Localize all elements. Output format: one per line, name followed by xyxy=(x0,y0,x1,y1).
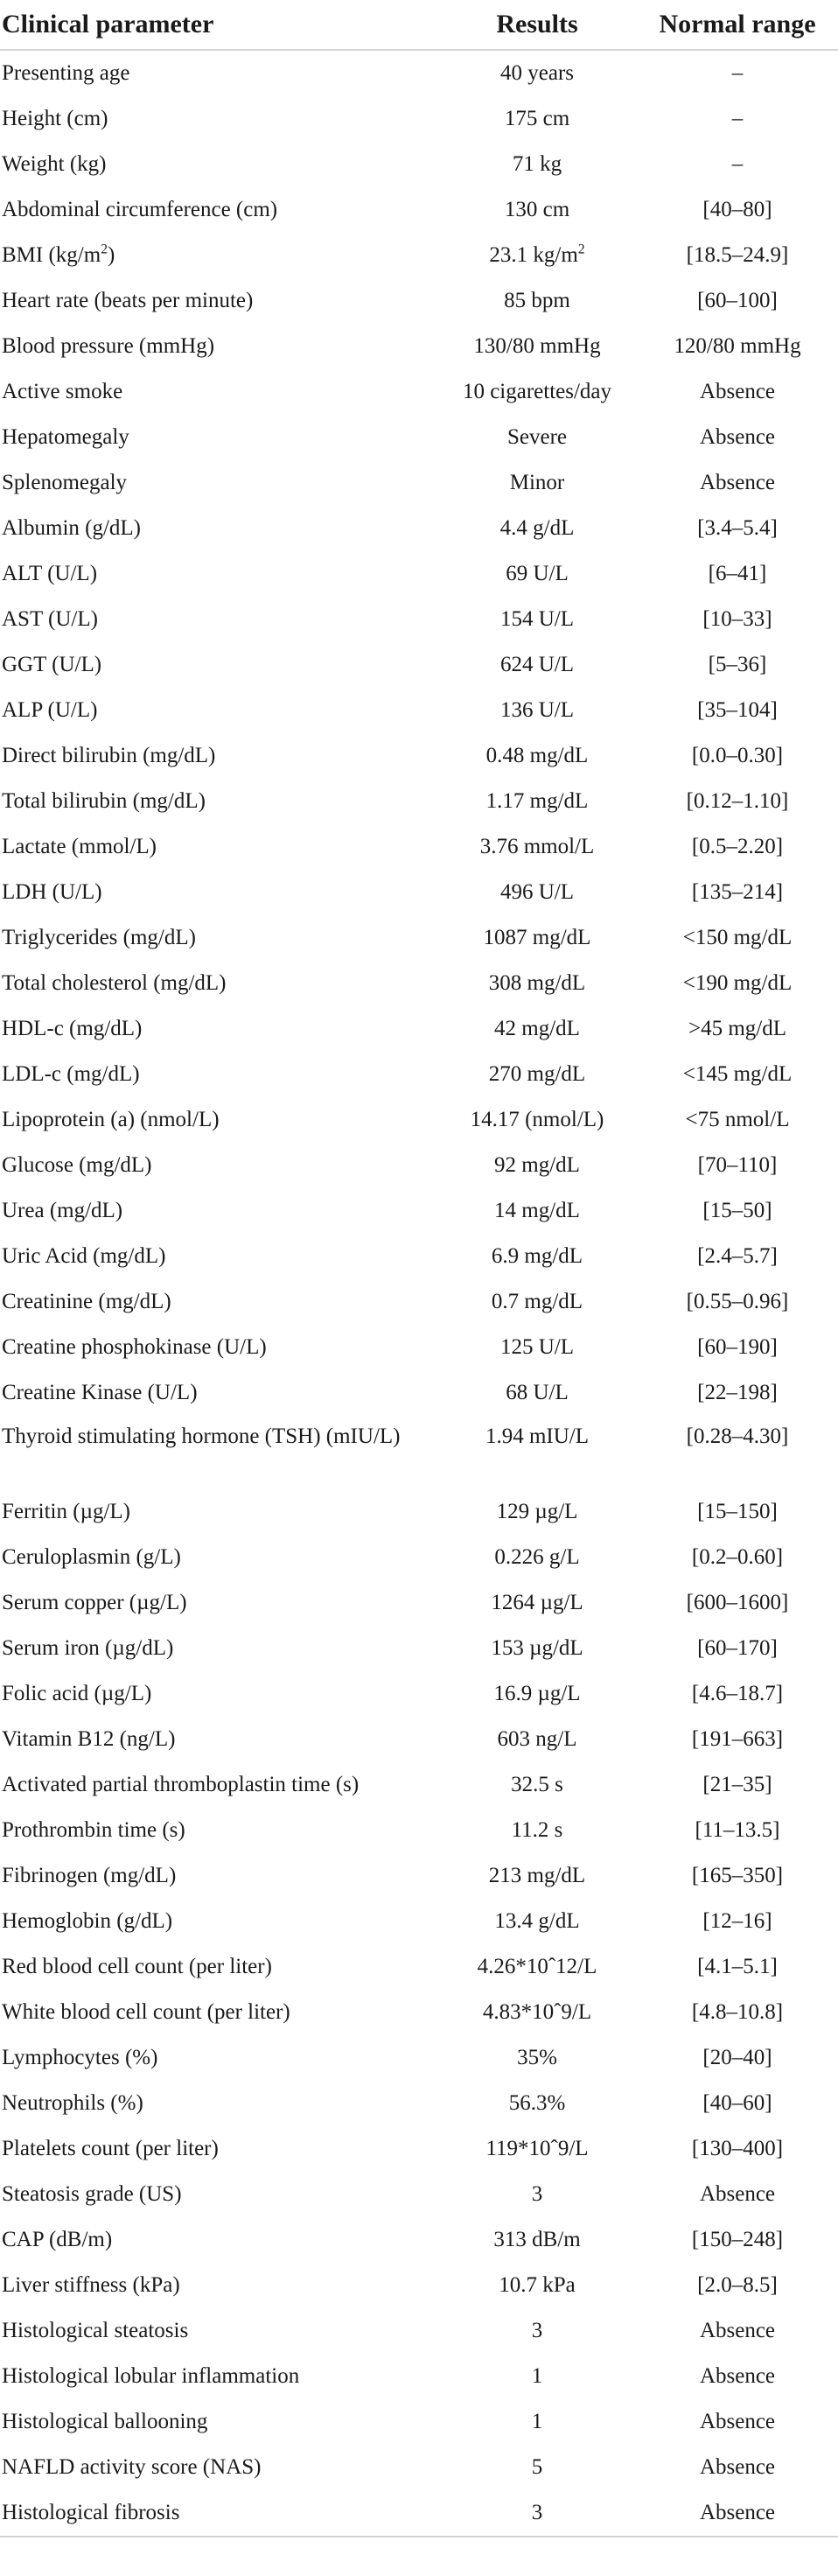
result-cell: 496 U/L xyxy=(499,880,575,904)
parameter-cell: Lymphocytes (%) xyxy=(2,2046,158,2069)
parameter-cell: Thyroid stimulating hormone (TSH) (mIU/L) xyxy=(2,1424,401,1448)
table-row xyxy=(0,506,838,551)
normal-range-cell: [60–170] xyxy=(697,1636,778,1660)
parameter-cell: Lactate (mmol/L) xyxy=(2,835,157,858)
normal-range-cell: [40–80] xyxy=(702,198,772,221)
result-cell: 10.7 kPa xyxy=(499,2273,576,2297)
result-cell: 6.9 mg/dL xyxy=(491,1244,583,1268)
result-cell: 125 U/L xyxy=(499,1335,575,1359)
parameter-cell: BMI $(kg/m^2)$ xyxy=(2,242,115,267)
normal-range-cell: [35–104] xyxy=(697,698,778,722)
result-cell: 119*10ˆ9/L xyxy=(485,2137,589,2160)
result-cell: 130 cm xyxy=(504,198,570,221)
result-cell: 1 xyxy=(531,2410,543,2433)
result-cell: 4.4 g/dL xyxy=(499,516,575,540)
result-cell: 308 mg/dL xyxy=(488,971,586,995)
result-cell: 13.4 g/dL xyxy=(494,1909,580,1933)
parameter-cell: Histological ballooning xyxy=(2,2410,208,2433)
parameter-cell: Vitamin B12 (ng/L) xyxy=(2,1727,176,1751)
parameter-cell: Histological steatosis xyxy=(2,2319,189,2342)
result-cell: 14 mg/dL xyxy=(494,1199,580,1222)
table-row xyxy=(0,1580,838,1626)
table-row xyxy=(0,1535,838,1580)
table-row xyxy=(0,1944,838,1990)
normal-range-cell: [12–16] xyxy=(702,1909,772,1933)
normal-range-cell: [135–214] xyxy=(691,880,784,904)
normal-range-cell: [600–1600] xyxy=(686,1591,789,1614)
normal-range-cell: – xyxy=(731,107,744,130)
table-row xyxy=(0,1762,838,1808)
parameter-cell: Urea (mg/dL) xyxy=(2,1199,123,1222)
table-row xyxy=(0,1370,838,1416)
table-row xyxy=(0,2263,838,2308)
result-cell: Minor xyxy=(509,471,565,494)
parameter-cell: NAFLD activity score (NAS) xyxy=(2,2455,262,2479)
normal-range-cell: [40–60] xyxy=(702,2091,772,2115)
parameter-cell: Serum copper (µg/L) xyxy=(2,1591,187,1614)
table-row xyxy=(0,1416,838,1489)
result-cell: 1.94 mIU/L xyxy=(485,1424,590,1448)
result-cell: 92 mg/dL xyxy=(494,1153,580,1177)
normal-range-cell: [2.0–8.5] xyxy=(697,2273,778,2297)
table-bottom-rule xyxy=(0,2536,838,2538)
parameter-cell: AST (U/L) xyxy=(2,607,98,631)
result-cell: 10 cigarettes/day xyxy=(462,380,612,403)
result-cell: 313 dB/m xyxy=(493,2228,581,2251)
parameter-cell: Splenomegaly xyxy=(2,471,128,494)
result-cell: 3 xyxy=(531,2501,543,2524)
result-cell: 11.2 s xyxy=(511,1818,563,1842)
table-row xyxy=(0,961,838,1006)
parameter-cell: Serum iron (µg/dL) xyxy=(2,1636,174,1660)
result-cell: 16.9 µg/L xyxy=(493,1682,581,1705)
table-row xyxy=(0,1717,838,1762)
parameter-cell: Total bilirubin (mg/dL) xyxy=(2,789,206,813)
table-row xyxy=(0,1990,838,2035)
parameter-cell: Histological lobular inflammation xyxy=(2,2364,300,2388)
normal-range-cell: [4.1–5.1] xyxy=(697,1955,778,1978)
table-row xyxy=(0,2126,838,2172)
parameter-cell: Triglycerides (mg/dL) xyxy=(2,926,196,949)
result-cell: 85 bpm xyxy=(504,289,570,312)
parameter-cell: Active smoke xyxy=(2,380,123,403)
normal-range-cell: <145 mg/dL xyxy=(682,1062,793,1086)
parameter-cell: ALP (U/L) xyxy=(2,698,98,722)
normal-range-cell: [2.4–5.7] xyxy=(697,1244,778,1268)
normal-range-cell: – xyxy=(731,61,744,85)
normal-range-cell: Absence xyxy=(699,2319,776,2342)
table-row xyxy=(0,642,838,688)
normal-range-cell: [0.55–0.96] xyxy=(686,1290,789,1313)
result-cell: 42 mg/dL xyxy=(494,1017,580,1040)
table-row xyxy=(0,1626,838,1671)
parameter-cell: Heart rate (beats per minute) xyxy=(2,289,254,312)
normal-range-cell: [165–350] xyxy=(691,1864,784,1887)
result-cell: 5 xyxy=(531,2455,543,2479)
table-row xyxy=(0,278,838,324)
normal-range-cell: Absence xyxy=(699,2182,776,2206)
table-row xyxy=(0,96,838,142)
parameter-cell: Abdominal circumference (cm) xyxy=(2,198,278,221)
normal-range-cell: [60–190] xyxy=(697,1335,778,1359)
table-row xyxy=(0,2354,838,2399)
parameter-cell: Folic acid (µg/L) xyxy=(2,1682,152,1705)
table-row xyxy=(0,824,838,870)
parameter-cell: Neutrophils (%) xyxy=(2,2091,143,2115)
table-row xyxy=(0,1006,838,1052)
result-cell: 71 kg xyxy=(512,152,562,176)
result-cell: 68 U/L xyxy=(506,1381,569,1404)
normal-range-cell: [0.0–0.30] xyxy=(691,744,784,767)
parameter-cell: White blood cell count (per liter) xyxy=(2,2000,290,2024)
parameter-cell: Direct bilirubin (mg/dL) xyxy=(2,744,216,767)
parameter-cell: Histological fibrosis xyxy=(2,2501,180,2524)
parameter-cell: Creatinine (mg/dL) xyxy=(2,1290,171,1313)
parameter-cell: Steatosis grade (US) xyxy=(2,2182,182,2206)
result-cell: 153 µg/dL xyxy=(491,1636,583,1660)
normal-range-cell: [0.28–4.30] xyxy=(686,1424,789,1448)
parameter-cell: CAP (dB/m) xyxy=(2,2228,113,2251)
table-row xyxy=(0,2445,838,2490)
table-row xyxy=(0,460,838,506)
table-row xyxy=(0,415,838,460)
normal-range-cell: [0.12–1.10] xyxy=(686,789,789,813)
table-row xyxy=(0,51,838,96)
result-cell: 40 years xyxy=(500,61,574,85)
result-cell: 0.48 mg/dL xyxy=(485,744,589,767)
normal-range-cell: <190 mg/dL xyxy=(682,971,793,995)
normal-range-cell: – xyxy=(731,152,744,176)
normal-range-cell: [15–50] xyxy=(702,1199,772,1222)
parameter-cell: Total cholesterol (mg/dL) xyxy=(2,971,227,995)
normal-range-cell: <75 nmol/L xyxy=(685,1108,790,1131)
normal-range-cell: [130–400] xyxy=(691,2137,784,2160)
result-cell: 1264 µg/L xyxy=(491,1591,583,1614)
table-row xyxy=(0,1097,838,1143)
result-cell: 624 U/L xyxy=(499,653,575,676)
normal-range-cell: Absence xyxy=(699,2455,776,2479)
header-normal-range: Normal range xyxy=(659,10,816,38)
table-header xyxy=(0,0,838,51)
result-cell: 69 U/L xyxy=(506,562,569,585)
result-cell: 3 xyxy=(531,2319,543,2342)
normal-range-cell: [150–248] xyxy=(691,2228,784,2251)
result-cell: 1.17 mg/dL xyxy=(485,789,589,813)
result-cell: 213 mg/dL xyxy=(488,1864,586,1887)
parameter-cell: Uric Acid (mg/dL) xyxy=(2,1244,166,1268)
parameter-cell: LDL-c (mg/dL) xyxy=(2,1062,140,1086)
normal-range-cell: Absence xyxy=(699,471,776,494)
result-cell: 270 mg/dL xyxy=(488,1062,586,1086)
table-row xyxy=(0,1279,838,1325)
table-row xyxy=(0,870,838,915)
table-row xyxy=(0,733,838,779)
normal-range-cell: 120/80 mmHg xyxy=(674,334,801,358)
result-cell: 136 U/L xyxy=(499,698,575,722)
table-row xyxy=(0,779,838,824)
table-row xyxy=(0,1489,838,1535)
result-cell: 1 xyxy=(531,2364,543,2388)
table-row xyxy=(0,2172,838,2217)
parameter-cell: Height (cm) xyxy=(2,107,108,130)
normal-range-cell: [21–35] xyxy=(702,1773,772,1796)
normal-range-cell: [0.5–2.20] xyxy=(691,835,784,858)
result-cell: 14.17 (nmol/L) xyxy=(470,1108,604,1131)
result-cell: 56.3% xyxy=(508,2091,566,2115)
normal-range-cell: [11–13.5] xyxy=(695,1818,780,1842)
result-cell: 35% xyxy=(517,2046,557,2069)
parameter-cell: Presenting age xyxy=(2,61,130,85)
normal-range-cell: [10–33] xyxy=(702,607,772,631)
result-cell: 175 cm xyxy=(504,107,570,130)
normal-range-cell: [3.4–5.4] xyxy=(697,516,778,540)
normal-range-cell: <150 mg/dL xyxy=(682,926,793,949)
normal-range-cell: Absence xyxy=(699,380,776,403)
parameter-cell: Weight (kg) xyxy=(2,152,107,176)
table-row xyxy=(0,2217,838,2263)
result-cell: 0.7 mg/dL xyxy=(491,1290,583,1313)
table-row xyxy=(0,1052,838,1097)
result-cell: 4.83*10ˆ9/L xyxy=(482,2000,592,2024)
parameter-cell: Activated partial thromboplastin time (s) xyxy=(2,1773,360,1796)
table-row xyxy=(0,2308,838,2354)
parameter-cell: Ferritin (µg/L) xyxy=(2,1500,131,1523)
result-cell: 154 U/L xyxy=(499,607,575,631)
table-row xyxy=(0,2035,838,2081)
normal-range-cell: [4.8–10.8] xyxy=(691,2000,784,2024)
normal-range-cell: Absence xyxy=(699,2501,776,2524)
normal-range-cell: [191–663] xyxy=(691,1727,784,1751)
table-row xyxy=(0,2399,838,2445)
result-cell: 4.26*10ˆ12/L xyxy=(477,1955,597,1978)
normal-range-cell: [22–198] xyxy=(697,1381,778,1404)
parameter-cell: Red blood cell count (per liter) xyxy=(2,1955,272,1978)
normal-range-cell: Absence xyxy=(699,2410,776,2433)
parameter-cell: Hemoglobin (g/dL) xyxy=(2,1909,173,1933)
normal-range-cell: [4.6–18.7] xyxy=(691,1682,784,1705)
parameter-cell: Blood pressure (mmHg) xyxy=(2,334,215,358)
table-row xyxy=(0,233,838,278)
normal-range-cell: [60–100] xyxy=(697,289,778,312)
result-cell: 3 xyxy=(531,2182,543,2206)
parameter-cell: Liver stiffness (kPa) xyxy=(2,2273,180,2297)
table-row xyxy=(0,1143,838,1188)
parameter-cell: Creatine phosphokinase (U/L) xyxy=(2,1335,267,1359)
parameter-cell: Albumin (g/dL) xyxy=(2,516,142,540)
parameter-cell: HDL-c (mg/dL) xyxy=(2,1017,143,1040)
table-row xyxy=(0,369,838,415)
normal-range-cell: Absence xyxy=(699,425,776,449)
result-cell: 23.1 $kg/m^2$ xyxy=(489,242,585,267)
result-cell: 130/80 mmHg xyxy=(473,334,601,358)
table-row xyxy=(0,915,838,961)
table-body xyxy=(0,51,838,2536)
table-row xyxy=(0,1188,838,1234)
parameter-cell: LDH (U/L) xyxy=(2,880,102,904)
header-clinical-parameter: Clinical parameter xyxy=(2,10,214,38)
normal-range-cell: [0.2–0.60] xyxy=(691,1545,784,1569)
table-row xyxy=(0,1853,838,1899)
parameter-cell: Lipoprotein (a) (nmol/L) xyxy=(2,1108,220,1131)
normal-range-cell: [15–150] xyxy=(697,1500,778,1523)
parameter-cell: Ceruloplasmin (g/L) xyxy=(2,1545,181,1569)
parameter-cell: GGT (U/L) xyxy=(2,653,102,676)
parameter-cell: ALT (U/L) xyxy=(2,562,98,585)
table-row xyxy=(0,1808,838,1853)
normal-range-cell: [18.5–24.9] xyxy=(686,243,789,267)
normal-range-cell: [20–40] xyxy=(702,2046,772,2069)
normal-range-cell: [5–36] xyxy=(708,653,767,676)
normal-range-cell: [70–110] xyxy=(697,1153,778,1177)
table-row xyxy=(0,688,838,733)
table-row xyxy=(0,597,838,642)
table-row xyxy=(0,324,838,369)
parameter-cell: Fibrinogen (mg/dL) xyxy=(2,1864,177,1887)
table-row xyxy=(0,187,838,233)
parameter-cell: Glucose (mg/dL) xyxy=(2,1153,152,1177)
table-row xyxy=(0,551,838,597)
result-cell: 32.5 s xyxy=(511,1773,563,1796)
result-cell: 3.76 mmol/L xyxy=(479,835,595,858)
table-row xyxy=(0,2490,838,2536)
table-row xyxy=(0,1671,838,1717)
table-row xyxy=(0,1234,838,1279)
normal-range-cell: >45 mg/dL xyxy=(688,1017,786,1040)
result-cell: Severe xyxy=(506,425,568,449)
parameter-cell: Hepatomegaly xyxy=(2,425,129,449)
normal-range-cell: Absence xyxy=(699,2364,776,2388)
result-cell: 129 µg/L xyxy=(496,1500,578,1523)
result-cell: 0.226 g/L xyxy=(494,1545,580,1569)
table-row xyxy=(0,2081,838,2126)
table-row xyxy=(0,1899,838,1944)
parameter-cell: Prothrombin time (s) xyxy=(2,1818,185,1842)
table-row xyxy=(0,1325,838,1370)
parameter-cell: Creatine Kinase (U/L) xyxy=(2,1381,198,1404)
header-results: Results xyxy=(496,10,578,38)
parameter-cell: Platelets count (per liter) xyxy=(2,2137,219,2160)
result-cell: 603 ng/L xyxy=(497,1727,577,1751)
result-cell: 1087 mg/dL xyxy=(483,926,591,949)
table-row xyxy=(0,142,838,187)
normal-range-cell: [6–41] xyxy=(708,562,767,585)
